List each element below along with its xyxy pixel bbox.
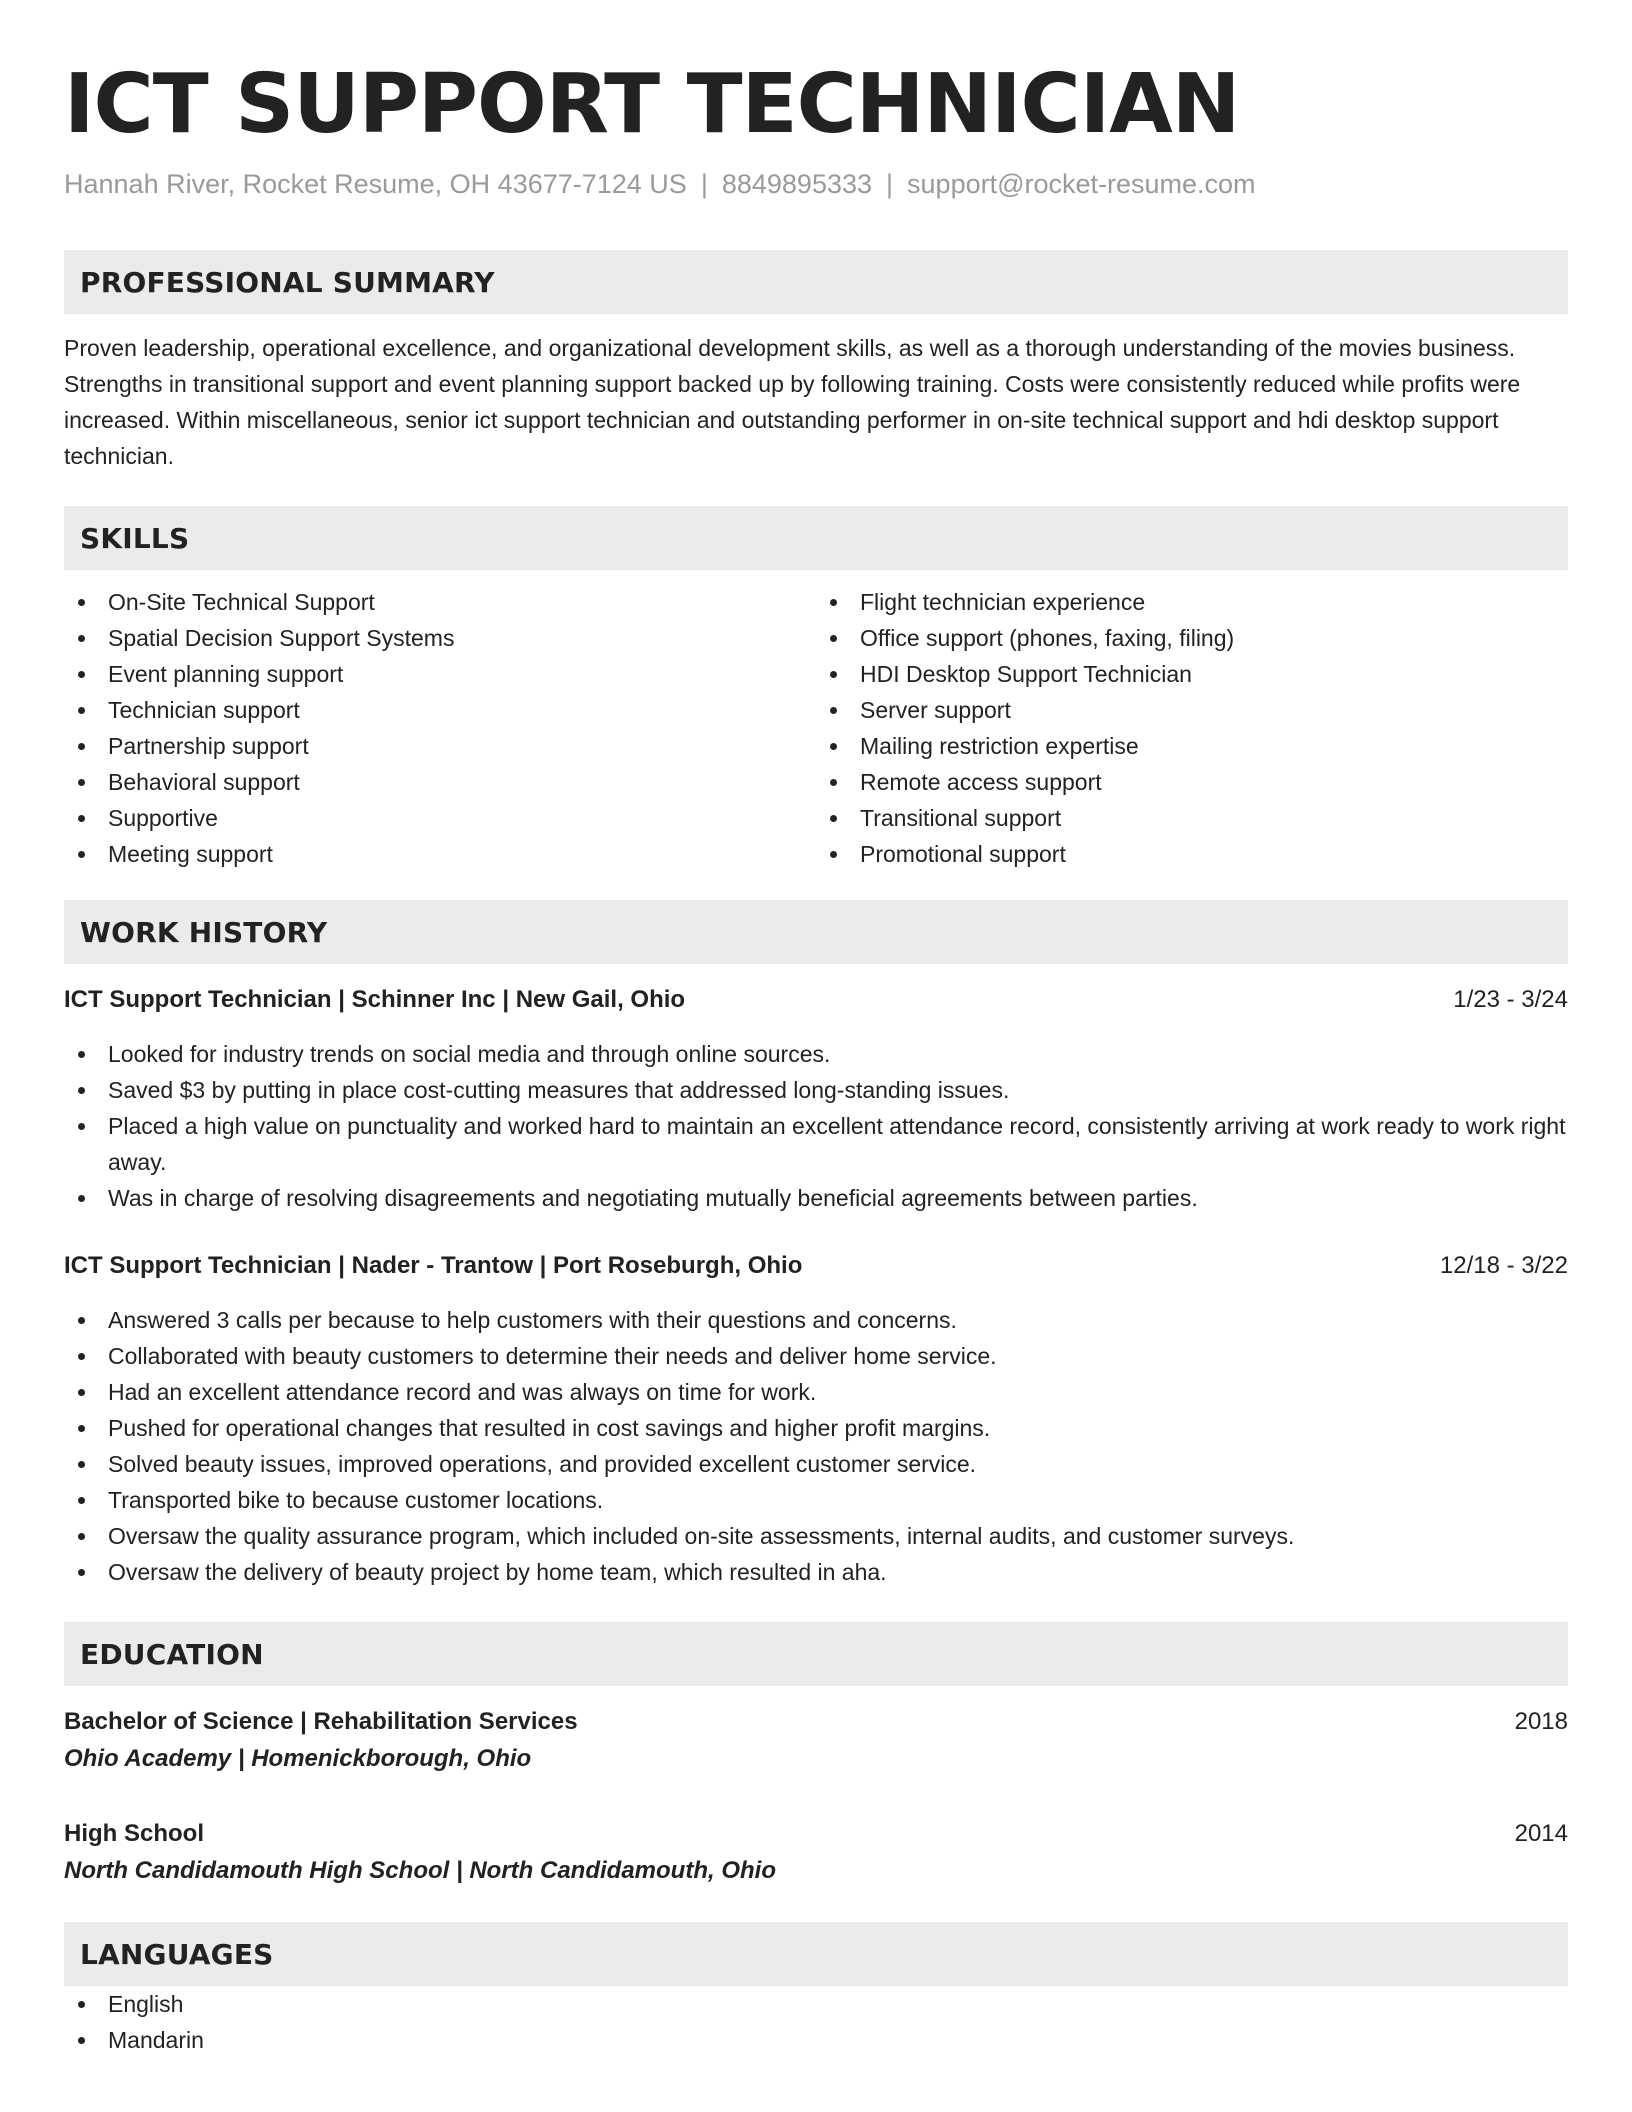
education-header (64, 1816, 1568, 1852)
job-bullet: Looked for industry trends on social media and through online sources. (64, 1036, 1568, 1072)
job-bullet: Collaborated with beauty customers to determine their needs and deliver home service. (64, 1338, 1568, 1374)
language-item: English (64, 1986, 1568, 2022)
education-degree: High School (64, 1820, 204, 1847)
job-header (64, 1248, 1568, 1284)
work-history-section (64, 900, 1568, 1590)
job-title: ICT Support Technician | Schinner Inc | New Gail, Ohio (64, 986, 686, 1013)
skill-item: Flight technician experience (860, 584, 1568, 620)
job-bullets (64, 1302, 1568, 1590)
education-header (64, 1704, 1568, 1740)
languages-list (64, 1986, 1568, 2058)
skill-item: Supportive (108, 800, 816, 836)
education-entry (64, 1816, 1568, 1890)
skill-item: On-Site Technical Support (108, 584, 816, 620)
skill-item: Remote access support (860, 764, 1568, 800)
skill-item: Promotional support (860, 836, 1568, 872)
education-entry (64, 1704, 1568, 1778)
languages-section (64, 1922, 1568, 2058)
summary-heading: PROFESSIONAL SUMMARY (64, 250, 1568, 314)
job-header (64, 982, 1568, 1018)
education-degree: Bachelor of Science | Rehabilitation Services (64, 1708, 578, 1735)
resume-title: ICT SUPPORT TECHNICIAN (64, 57, 1240, 152)
skills-grid (64, 584, 1568, 872)
skill-item: Event planning support (108, 656, 816, 692)
job-bullet: Oversaw the delivery of beauty project by home team, which resulted in aha. (64, 1554, 1568, 1590)
work-history-heading: WORK HISTORY (64, 900, 1568, 964)
contact-line (64, 164, 1568, 204)
summary-section (64, 250, 1568, 474)
language-item: Mandarin (64, 2022, 1568, 2058)
job-bullets (64, 1036, 1568, 1216)
skill-item: HDI Desktop Support Technician (860, 656, 1568, 692)
job-entry (64, 982, 1568, 1216)
job-dates: 1/23 - 3/24 (1453, 986, 1568, 1013)
skill-item: Meeting support (108, 836, 816, 872)
skill-item: Technician support (108, 692, 816, 728)
skills-section (64, 506, 1568, 872)
skill-item: Partnership support (108, 728, 816, 764)
skills-right-column (816, 584, 1568, 872)
job-bullet: Was in charge of resolving disagreements and negotiating mutually beneficial agreements between parties. (64, 1180, 1568, 1216)
contact-separator: | (886, 169, 894, 199)
job-bullet: Transported bike to because customer locations. (64, 1482, 1568, 1518)
contact-address: Hannah River, Rocket Resume, OH 43677-7124 US (64, 169, 687, 199)
job-title: ICT Support Technician | Nader - Trantow | Port Roseburgh, Ohio (64, 1252, 803, 1279)
job-bullet: Saved $3 by putting in place cost-cutting measures that addressed long-standing issues. (64, 1072, 1568, 1108)
contact-email[interactable]: support@rocket-resume.com (907, 169, 1256, 199)
languages-heading: LANGUAGES (64, 1922, 1568, 1986)
skill-item: Spatial Decision Support Systems (108, 620, 816, 656)
skill-item: Mailing restriction expertise (860, 728, 1568, 764)
job-bullet: Oversaw the quality assurance program, which included on-site assessments, internal audits, and customer surveys. (64, 1518, 1568, 1554)
skill-item: Office support (phones, faxing, filing) (860, 620, 1568, 656)
education-school: North Candidamouth High School | North Candidamouth, Ohio (64, 1857, 776, 1884)
contact-phone: 8849895333 (721, 169, 873, 199)
job-bullet: Solved beauty issues, improved operations, and provided excellent customer service. (64, 1446, 1568, 1482)
education-school: Ohio Academy | Homenickborough, Ohio (64, 1745, 532, 1772)
education-section (64, 1622, 1568, 1890)
education-year: 2018 (1514, 1708, 1568, 1735)
summary-text: Proven leadership, operational excellence, and organizational development skills, as well as a thorough understanding of the movies business. Strengths in transitional support and event planning support backed up by following training. Costs were consistently reduced while profits were increased. Within miscellaneous, senior ict support technician and outstanding performer in on-site technical support and hdi desktop support technician. (64, 335, 1521, 469)
job-bullet: Had an excellent attendance record and was always on time for work. (64, 1374, 1568, 1410)
skill-item: Server support (860, 692, 1568, 728)
resume-page (64, 50, 1568, 2058)
job-bullet: Answered 3 calls per because to help customers with their questions and concerns. (64, 1302, 1568, 1338)
skill-item: Transitional support (860, 800, 1568, 836)
skills-left-column (64, 584, 816, 872)
job-entry (64, 1248, 1568, 1590)
skill-item: Behavioral support (108, 764, 816, 800)
job-bullet: Pushed for operational changes that resulted in cost savings and higher profit margins. (64, 1410, 1568, 1446)
education-year: 2014 (1514, 1820, 1568, 1847)
education-heading: EDUCATION (64, 1622, 1568, 1686)
skills-heading: SKILLS (64, 506, 1568, 570)
contact-separator: | (700, 169, 708, 199)
job-dates: 12/18 - 3/22 (1439, 1252, 1568, 1279)
job-bullet: Placed a high value on punctuality and worked hard to maintain an excellent attendance record, consistently arriving at work ready to work right away. (64, 1108, 1568, 1180)
